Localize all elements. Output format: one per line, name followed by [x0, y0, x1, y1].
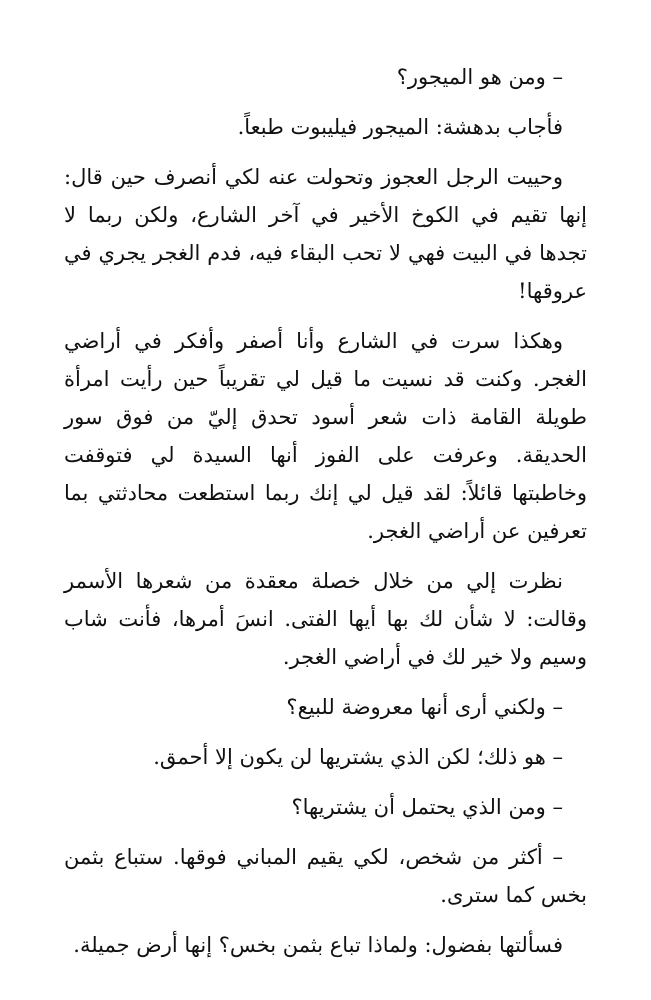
paragraph-5: نظرت إلي من خلال خصلة معقدة من شعرها الأسمر وقالت: لا شأن لك بها أيها الفتى. انسَ أمرها، فأنت شاب وسيم ولا خير لك في أراضي الغجر. — [64, 569, 587, 669]
paragraph-7: – هو ذلك؛ لكن الذي يشتريها لن يكون إلا أحمق. — [153, 745, 563, 769]
paragraph-4: وهكذا سرت في الشارع وأنا أصفر وأفكر في أراضي الغجر. وكنت قد نسيت ما قيل لي تقريباً حين رأيت امرأة طويلة القامة ذات شعر أسود تحدق إليّ من فوق سور الحديقة. وعرفت على الفوز أنها السيدة لي فتوقفت وخاطبتها قائلاً: لقد قيل لي إنك ربما استطعت محادثتي بما تعرفين عن أراضي الغجر. — [64, 329, 587, 543]
paragraph-1: – ومن هو الميجور؟ — [396, 65, 563, 89]
paragraph-10: فسألتها بفضول: ولماذا تباع بثمن بخس؟ إنها أرض جميلة. — [73, 933, 563, 957]
paragraph-6: – ولكني أرى أنها معروضة للبيع؟ — [286, 695, 563, 719]
book-page — [64, 58, 587, 976]
paragraph-8: – ومن الذي يحتمل أن يشتريها؟ — [291, 795, 563, 819]
paragraph-2: فأجاب بدهشة: الميجور فيليبوت طبعاً. — [237, 115, 563, 139]
paragraph-9: – أكثر من شخص، لكي يقيم المباني فوقها. ستباع بثمن بخس كما سترى. — [64, 845, 587, 907]
paragraph-3: وحييت الرجل العجوز وتحولت عنه لكي أنصرف حين قال: إنها تقيم في الكوخ الأخير في آخر الشارع، ولكن ربما لا تجدها في البيت فهي لا تحب البقاء فيه، فدم الغجر يجري في عروقها! — [64, 165, 587, 303]
